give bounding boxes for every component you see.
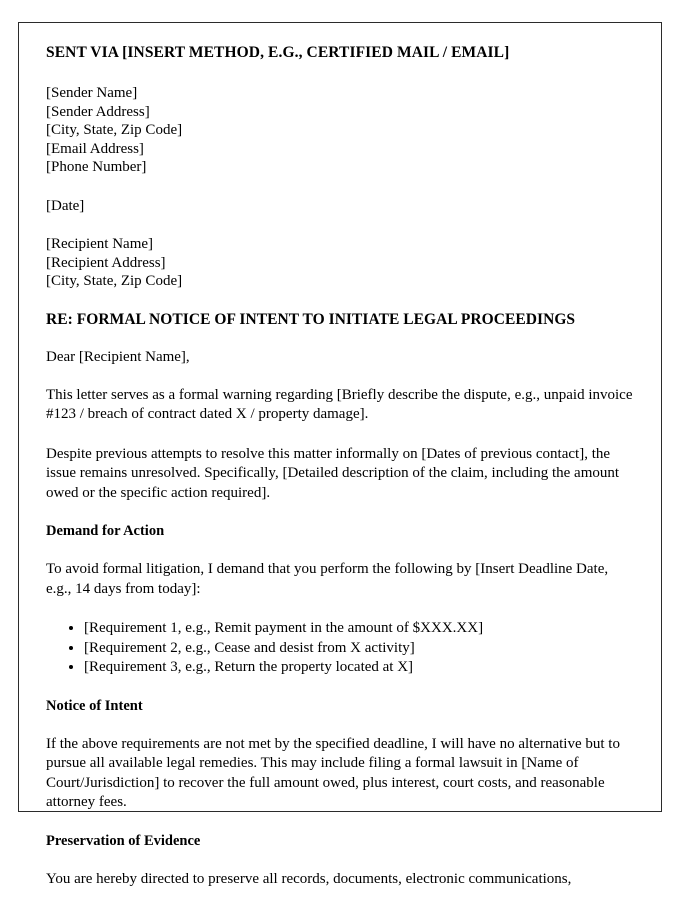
list-item: • [Requirement 2, e.g., Cease and desist from X activity]	[84, 639, 634, 659]
sender-address-block	[46, 84, 634, 177]
spacer-after-requirements	[46, 678, 634, 698]
sender-name: [Sender Name]	[46, 85, 138, 101]
salutation: Dear [Recipient Name],	[46, 348, 190, 365]
requirements-list	[46, 619, 634, 678]
demand-intro-paragraph: To avoid formal litigation, I demand that you perform the following by [Insert Deadline Date, e.g., 14 days from today]:	[46, 561, 609, 597]
notice-of-intent-paragraph: If the above requirements are not met by the specified deadline, I will have no alternative but to pursue all available legal remedies. This may include filing a formal lawsuit in [Name of Court/Jurisdiction] to recover the full amount owed, plus interest, court costs, and reasonable attorney fees.	[46, 735, 620, 810]
spacer-after-paragraph-two	[46, 503, 634, 523]
list-item: • [Requirement 1, e.g., Remit payment in the amount of $XXX.XX]	[84, 619, 634, 639]
sent-via-heading: SENT VIA [INSERT METHOD, E.G., CERTIFIED MAIL / EMAIL]	[46, 44, 510, 61]
letter-date: [Date]	[46, 197, 85, 214]
sender-email: [Email Address]	[46, 140, 144, 157]
list-item: • [Requirement 3, e.g., Return the property located at X]	[84, 658, 634, 678]
recipient-address-block	[46, 235, 634, 291]
letter-body	[46, 44, 634, 887]
paragraph-one: This letter serves as a formal warning regarding [Briefly describe the dispute, e.g., unpaid invoice #123 / breach of contract dated X / property damage].	[46, 386, 633, 422]
spacer-after-paragraph-one	[46, 425, 634, 445]
recipient-city-state-zip: [City, State, Zip Code]	[46, 273, 183, 289]
preservation-paragraph-cutoff: You are hereby directed to preserve all records, documents, electronic communications,	[46, 870, 572, 887]
spacer-after-notice-heading	[46, 715, 634, 735]
spacer-after-recipient	[46, 291, 634, 311]
spacer-after-sender	[46, 177, 634, 197]
spacer-after-salutation	[46, 366, 634, 386]
heading-demand-for-action: Demand for Action	[46, 523, 165, 539]
subject-line: RE: FORMAL NOTICE OF INTENT TO INITIATE LEGAL PROCEEDINGS	[46, 310, 576, 328]
date-block	[46, 197, 634, 216]
spacer-after-date	[46, 215, 634, 235]
sender-address: [Sender Address]	[46, 103, 150, 120]
spacer-after-demand-heading	[46, 540, 634, 560]
spacer-before-requirements	[46, 599, 634, 619]
heading-preservation-of-evidence: Preservation of Evidence	[46, 832, 201, 849]
spacer-after-notice-paragraph	[46, 813, 634, 833]
recipient-name: [Recipient Name]	[46, 236, 154, 252]
paragraph-two: Despite previous attempts to resolve this matter informally on [Dates of previous contact], the issue remains unresolved. Specifically, [Detailed description of the claim, including the amount owed or the specific action required].	[46, 445, 620, 501]
spacer-after-subject	[46, 329, 634, 349]
heading-notice-of-intent: Notice of Intent	[46, 697, 143, 714]
recipient-address: [Recipient Address]	[46, 254, 166, 271]
sender-phone: [Phone Number]	[46, 159, 147, 175]
spacer-after-preservation-heading	[46, 850, 634, 870]
sender-city-state-zip: [City, State, Zip Code]	[46, 122, 183, 138]
